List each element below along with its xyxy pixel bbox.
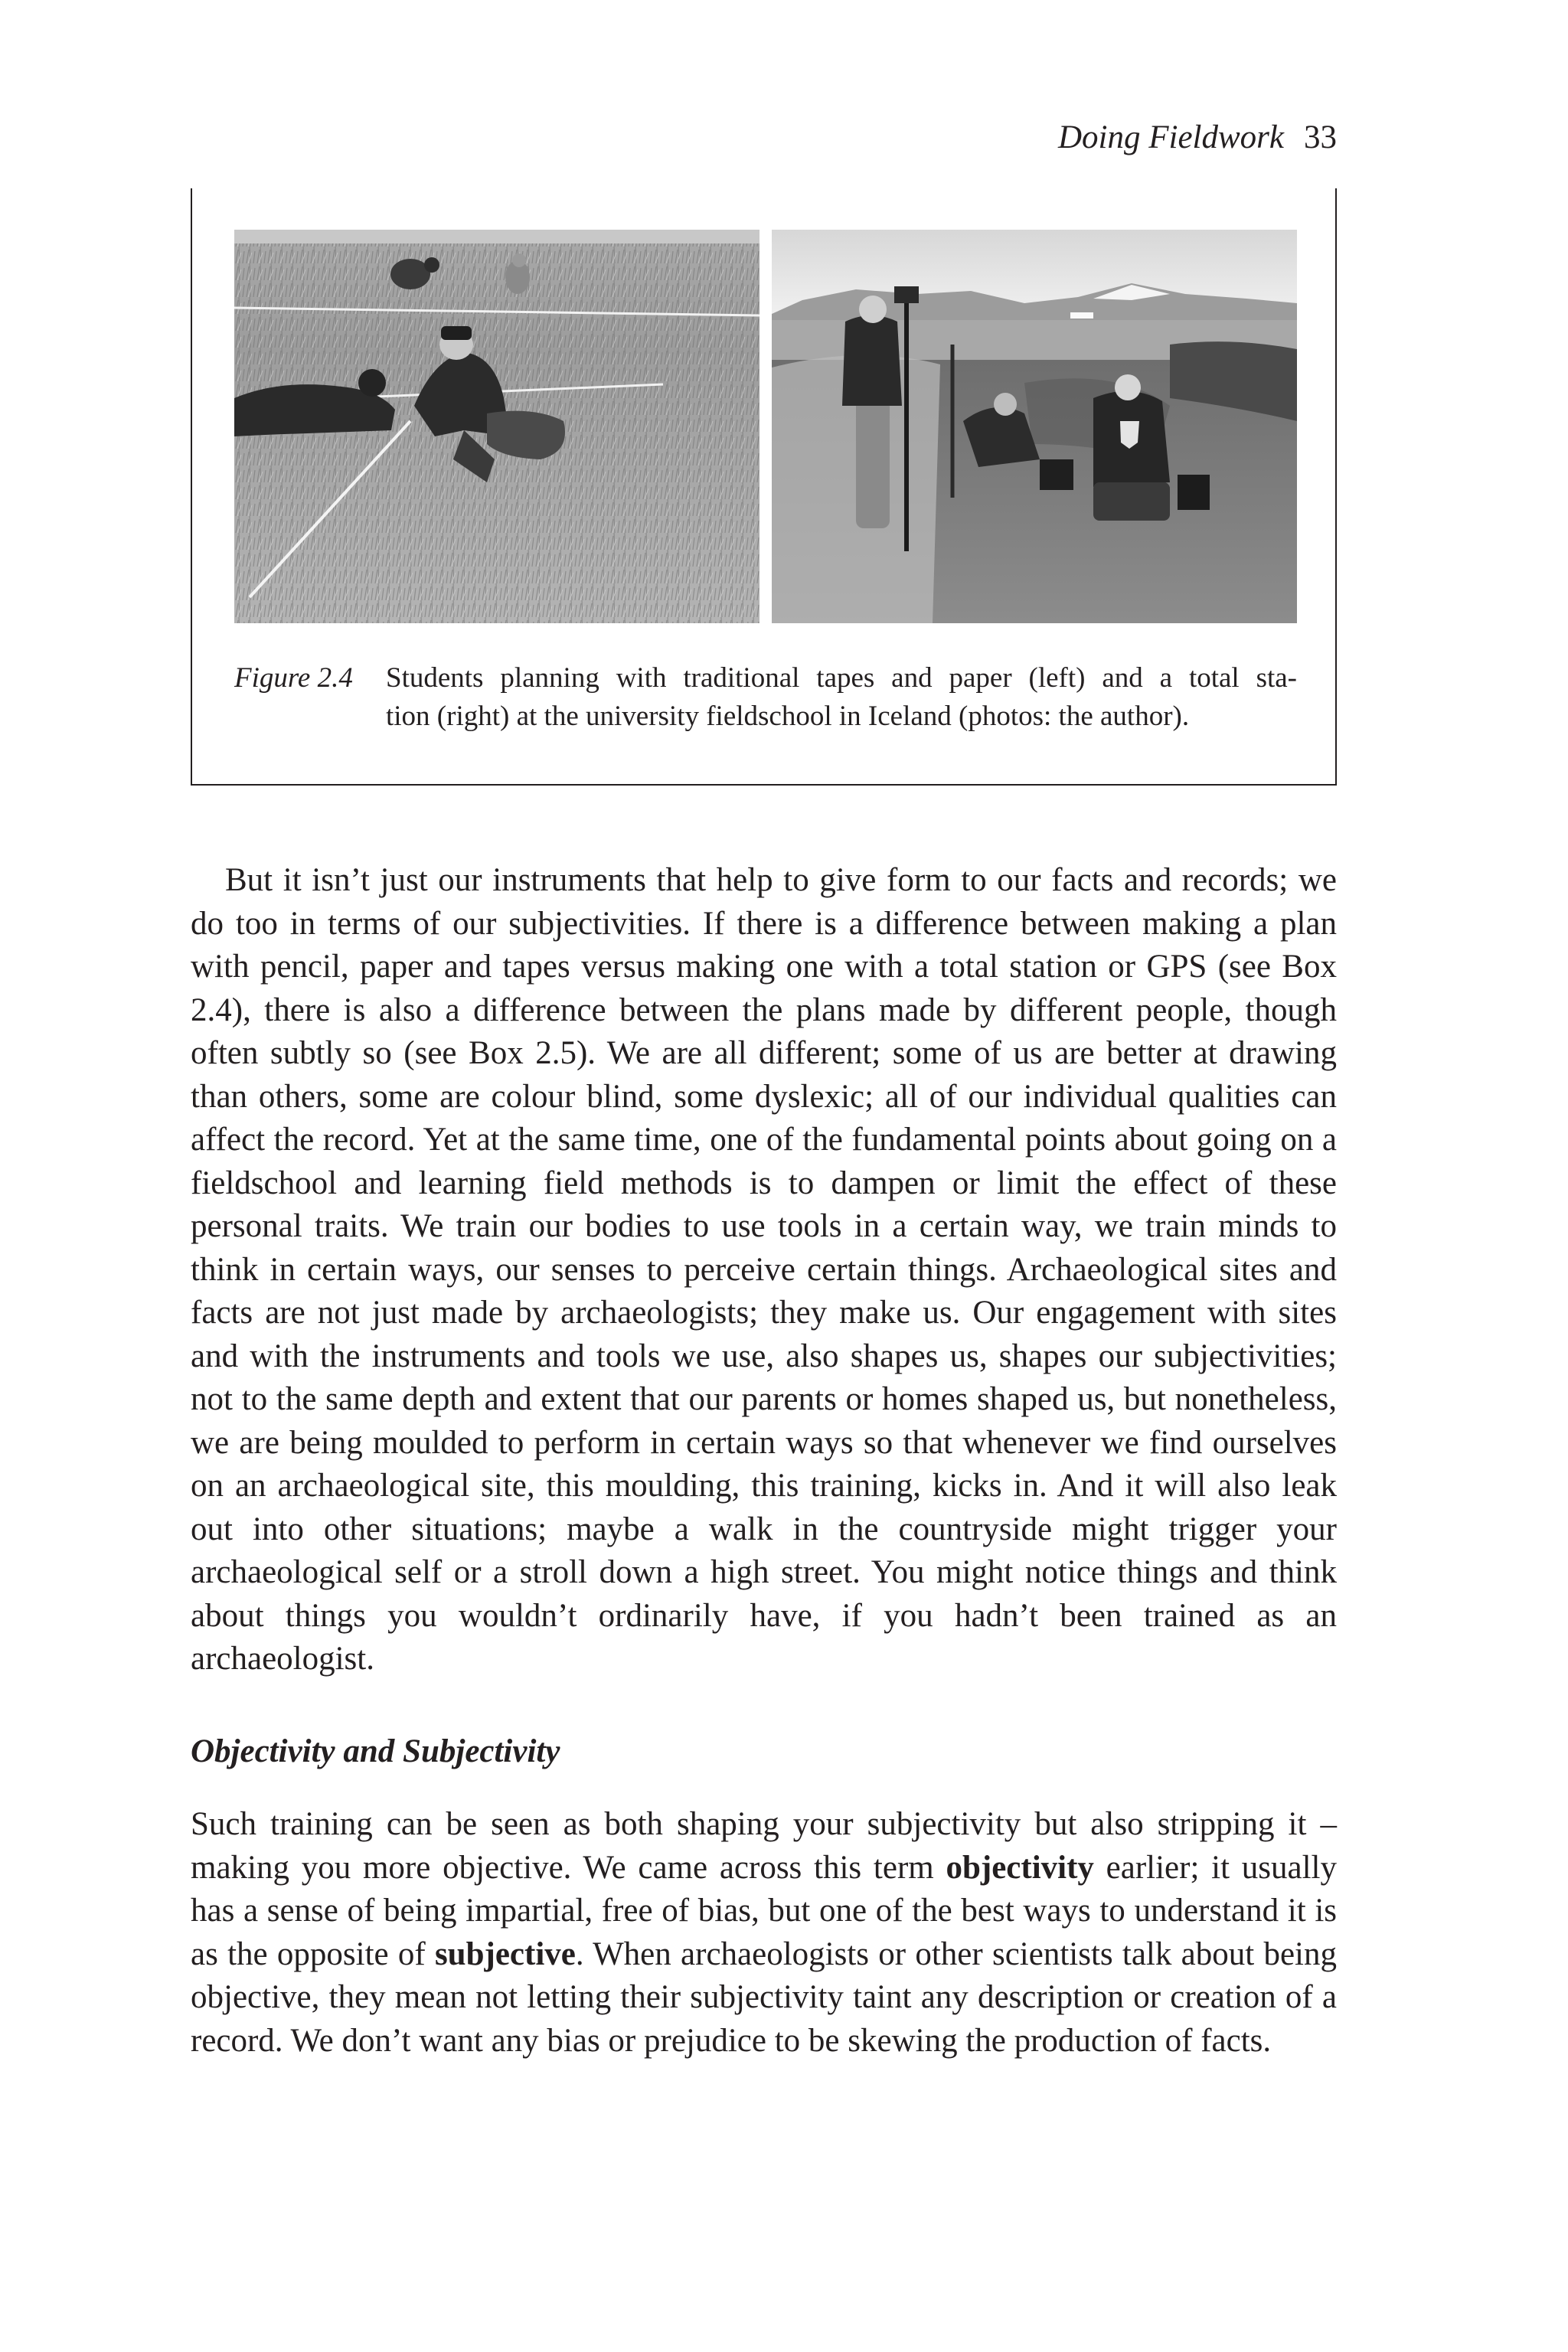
figure-label: Figure 2.4 (234, 662, 353, 694)
figure-2-4 (191, 188, 1337, 786)
paragraph-objectivity-part3: . When archaeologists or other scientists talk about being objective, they mean not letting their subjectivity taint any description or creation of a record. We don’t want any bias or prejudice to be skewing the production of facts. (191, 1936, 1337, 2059)
running-head (1058, 115, 1337, 161)
paragraph-instruments-subjectivities: But it isn’t just our instruments that help to give form to our facts and records; we do too in terms of our subjectivities. If there is a difference between making a plan with pencil, paper and tapes versus making one with a total station or GPS (see Box 2.4), there is also a difference between the plans made by different people, though often subtly so (see Box 2.5). We are all different; some of us are better at drawing than others, some are colour blind, some dyslexic; all of our individual qualities can affect the record. Yet at the same time, one of the fundamental points about going on a fieldschool and learning field methods is to dampen or limit the effect of these personal traits. We train our bodies to use tools in a certain way, we train minds to think in certain ways, our senses to perceive certain things. Archaeological sites and facts are not just made by archaeologists; they make us. Our engagement with sites and with the instruments and tools we use, also shapes us, shapes our subjectivities; not to the same depth and extent that our parents or homes shaped us, but nonetheless, we are being moulded to perform in certain ways so that whenever we find ourselves on an archaeological site, this moulding, this training, kicks in. And it will also leak out into other situations; maybe a walk in the countryside might trigger your archaeological self or a stroll down a high street. You might notice things and think about things you wouldn’t ordinarily have, if you hadn’t been trained as an archaeologist. (191, 862, 1337, 1677)
page-number: 33 (1304, 119, 1337, 155)
paragraph-objectivity-part1: Such training can be seen as both shaping your subjectivity but also stripping it – making you more objective. We came across this term (191, 1806, 1337, 1886)
paragraph-objectivity (191, 1803, 1337, 2063)
figure-caption (234, 659, 1297, 736)
section-heading: Objectivity and Subjectivity (191, 1733, 560, 1769)
running-head-title: Doing Fieldwork (1058, 119, 1284, 155)
photo-tapes-and-paper-graphic (234, 230, 760, 623)
term-objectivity: objectivity (946, 1849, 1094, 1886)
photo-total-station (772, 230, 1297, 623)
paragraph-objectivity-part2: earlier; it usually has a sense of being impartial, free of bias, but one of the best ways to understand it is as the opposite of (191, 1849, 1337, 1972)
figure-caption-line2: tion (right) at the university fieldschool in Iceland (photos: the author). (386, 701, 1190, 732)
figure-caption-text (386, 659, 1297, 736)
photo-total-station-graphic (772, 230, 1297, 623)
photo-tapes-and-paper (234, 230, 760, 623)
figure-caption-line1: Students planning with traditional tapes and paper (left) and a total sta- (386, 662, 1297, 694)
term-subjective: subjective (434, 1936, 576, 1972)
